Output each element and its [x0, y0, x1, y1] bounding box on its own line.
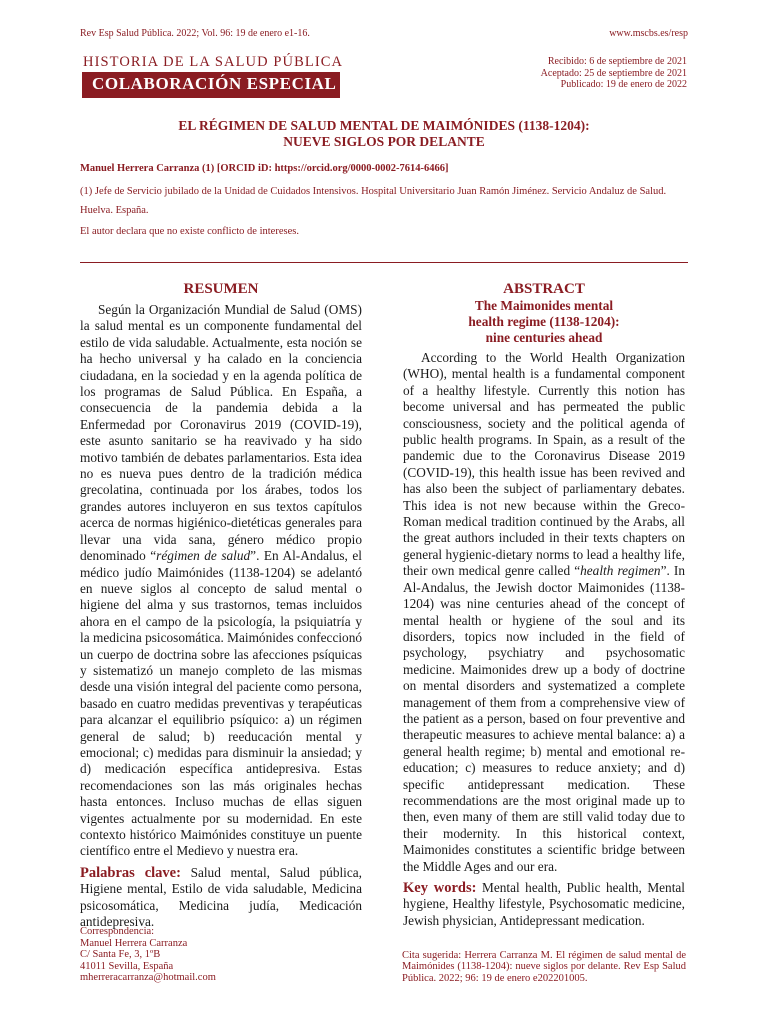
resumen-column: [80, 302, 362, 930]
abstract-text-1: According to the World Health Organization (WHO), mental health is a fundamental component of a healthy lifestyle. Currently this notion has become universal and has permeated the public consciousness, society and the political agenda of public health programs. In Spain, as a result of the pandemic due to the Coronavirus Disease 2019 (COVID-19), this health issue has been revived and has also been the subject of parliamentary debates. This idea is not new because within the Greco-Roman medical tradition continued by the Arabs, all the great authors included in their texts chapters on general hygienic-dietary norms to lead a healthy life, their own medical genre called “: [403, 350, 685, 579]
resumen-keywords: [80, 865, 362, 931]
journal-reference: Rev Esp Salud Pública. 2022; Vol. 96: 19 de enero e1-16.: [80, 28, 310, 39]
keywords-label-es: Palabras clave:: [80, 864, 181, 881]
section-banner: COLABORACIÓN ESPECIAL: [82, 72, 340, 98]
abstract-column: [403, 350, 685, 929]
resumen-text-2: ”. En Al-Andalus, el médico judío Maimónides (1138-1204) se adelantó en nueve siglos al concepto de salud mental o higiene del alma y sus trastornos, temas incluidos ahora en el campo de la psicología, la psiquiatría y la medicina psicosomática. Maimónides confeccionó un cuerpo de doctrina sobre las afecciones psíquicas y sistematizó un manejo completo de las mismas desde una visión integral del paciente como persona, basado en cuatro medidas preventivas y terapéuticas para alcanzar el equilibrio psíquico: a) un régimen general de salud; b) reeducación mental y emocional; c) medidas para disminuir la ansiedad; y d) medicación específica antidepresiva. Estas recomendaciones son las más originales hechas hasta entonces. Incluso muchas de ellas siguen vigentes actualmente por su modernidad. En este contexto histórico Maimónides constituye un puente científico entre el Medievo y nuestra era.: [80, 548, 362, 859]
article-title: [80, 118, 688, 150]
resumen-heading: RESUMEN: [183, 281, 259, 297]
correspondence-block: [80, 926, 216, 984]
suggested-citation: Cita sugerida: Herrera Carranza M. El régimen de salud mental de Maimónides (1138-1204): nueve siglos por delante. Rev Esp Salud Pública. 2022; 96: 19 de enero e202201005.: [402, 950, 686, 984]
abstract-keywords: [403, 880, 685, 929]
resumen-text-italic: régimen de salud: [156, 548, 251, 564]
keywords-en: Mental health, Public health, Mental hygiene, Healthy lifestyle, Psychosomatic medicine, Jewish physician, Antidepressant medication.: [403, 880, 685, 928]
author-affiliation: (1) Jefe de Servicio jubilado de la Unidad de Cuidados Intensivos. Hospital Universitario Juan Ramón Jiménez. Servicio Andaluz de Salud. Huelva. España.: [80, 186, 667, 216]
abstract-text-italic: health regimen: [580, 563, 661, 579]
abstract-subtitle-line-2: health regime (1138-1204):: [468, 314, 620, 329]
abstract-body: [403, 350, 685, 875]
keywords-label-en: Key words:: [403, 880, 477, 896]
correspondence-street: C/ Santa Fe, 3, 1ºB: [80, 949, 161, 960]
correspondence-email[interactable]: mherreracarranza@hotmail.com: [80, 972, 216, 983]
header-divider: [80, 262, 688, 263]
resumen-text-1: Según la Organización Mundial de Salud (OMS) la salud mental es un componente fundamental del estilo de vida saludable. Actualmente, esta noción se ha hecho universal y ha calado en la conciencia ciudadana, en la sociedad y en la agenda política de los programas de Salud Pública. En España, a consecuencia de la pandemia debida a la Enfermedad por Coronavirus 2019 (COVID-19), este asunto sanitario se ha reavivado y ha sido motivo también de debates parlamentarios. Esta idea no es nueva pues dentro de la tradición médica grecolatina, continuada por los árabes, todos los grandes autores incluyeron en sus textos capítulos acerca de normas higiénico-dietéticas generales para llevar una vida sana, género médico propio denominado “: [80, 302, 362, 564]
published-date: Publicado: 19 de enero de 2022: [560, 79, 687, 90]
section-title: HISTORIA DE LA SALUD PÚBLICA: [83, 54, 344, 70]
accepted-date: Aceptado: 25 de septiembre de 2021: [540, 67, 687, 79]
article-title-line-2: NUEVE SIGLOS POR DELANTE: [283, 134, 485, 149]
abstract-subtitle: [403, 298, 685, 346]
abstract-text-2: ”. In Al-Andalus, the Jewish doctor Maimonides (1138-1204) was nine centuries ahead of the concept of mental health or hygiene of the soul and its disorders, topics now included in the field of psychology, psychiatry and psychosomatic medicine. Maimonides drew up a body of doctrine on mental disorders and systematized a complete management of them from a comprehensive view of the patient as a person, based on four preventive and therapeutic measures to achieve mental balance: a) a general health regime; b) mental and emotional re-education; c) measures to reduce anxiety; and d) specific antidepressant medication. These recommendations are the most original made up to then, even many of them are still valid today due to their modernity. In this historical context, Maimonides constitutes a scientific bridge between the Middle Ages and our era.: [403, 563, 685, 874]
author-line: Manuel Herrera Carranza (1) [ORCID iD: https://orcid.org/0000-0002-7614-6466]: [80, 163, 449, 174]
publication-dates: [541, 56, 687, 91]
correspondence-city: 41011 Sevilla, España: [80, 960, 174, 972]
correspondence-name: Manuel Herrera Carranza: [80, 937, 188, 949]
journal-website[interactable]: www.mscbs.es/resp: [609, 28, 688, 39]
abstract-subtitle-line-3: nine centuries ahead: [485, 330, 603, 345]
conflict-statement: El autor declara que no existe conflicto de intereses.: [80, 226, 299, 237]
resumen-body: [80, 302, 362, 860]
abstract-subtitle-line-1: The Maimonides mental: [474, 298, 614, 313]
correspondence-label: Correspondencia:: [80, 926, 155, 937]
abstract-heading: ABSTRACT: [503, 281, 585, 297]
article-title-line-1: EL RÉGIMEN DE SALUD MENTAL DE MAIMÓNIDES (1138-1204):: [178, 118, 590, 133]
keywords-es: Salud mental, Salud pública, Higiene mental, Estilo de vida saludable, Medicina psicosomática, Medicina judía, Medicación antidepresiva.: [80, 864, 362, 930]
received-date: Recibido: 6 de septiembre de 2021: [547, 56, 687, 67]
